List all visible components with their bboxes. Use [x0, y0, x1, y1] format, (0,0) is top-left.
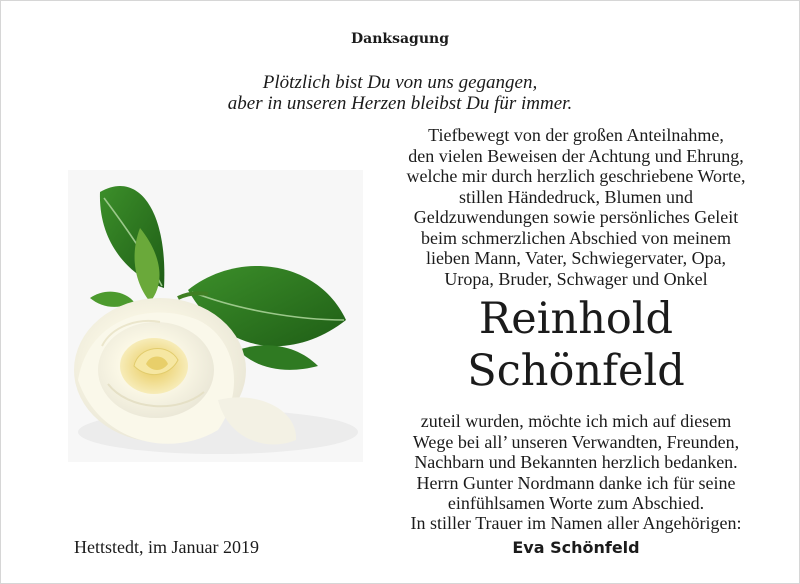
- intro-line: Uropa, Bruder, Schwager und Onkel: [444, 268, 708, 289]
- signer-name: Eva Schönfeld: [512, 538, 640, 557]
- motto-line: Plötzlich bist Du von uns gegangen,: [262, 72, 538, 93]
- thanks-text: [386, 411, 766, 514]
- deceased-last-name: Schönfeld: [467, 346, 685, 396]
- intro-line: Tiefbewegt von der großen Anteilnahme,: [428, 125, 724, 145]
- intro-line: den vielen Beweisen der Achtung und Ehrung,: [408, 145, 744, 166]
- intro-line: stillen Händedruck, Blumen und: [459, 186, 693, 207]
- place-date: Hettstedt, im Januar 2019: [74, 537, 259, 557]
- intro-line: beim schmerzlichen Abschied von meinem: [421, 227, 731, 248]
- intro-line: Geldzuwendungen sowie persönliches Geleit: [413, 207, 739, 227]
- motto-line: aber in unseren Herzen bleibst Du für immer.: [227, 93, 573, 114]
- motto: [0, 72, 800, 114]
- thanks-line: zuteil wurden, möchte ich mich auf diesem: [420, 411, 732, 431]
- white-rose-image: [68, 170, 363, 462]
- intro-text: [386, 125, 766, 289]
- mourning-line: [386, 513, 766, 533]
- mourning-text: In stiller Trauer im Namen aller Angehörigen:: [410, 513, 742, 533]
- intro-line: welche mir durch herzlich geschriebene Worte,: [406, 166, 746, 186]
- thanks-line: einfühlsamen Worte zum Abschied.: [447, 493, 705, 513]
- notice-heading: Danksagung: [351, 31, 449, 47]
- thanks-line: Nachbarn und Bekannten herzlich bedanken.: [414, 452, 738, 472]
- deceased-name: [386, 293, 766, 397]
- thanks-line: Herrn Gunter Nordmann danke ich für seine: [416, 472, 736, 493]
- deceased-first-name: Reinhold: [478, 294, 674, 344]
- thanks-line: Wege bei all’ unseren Verwandten, Freunden,: [412, 431, 740, 452]
- intro-line: lieben Mann, Vater, Schwiegervater, Opa,: [425, 248, 727, 268]
